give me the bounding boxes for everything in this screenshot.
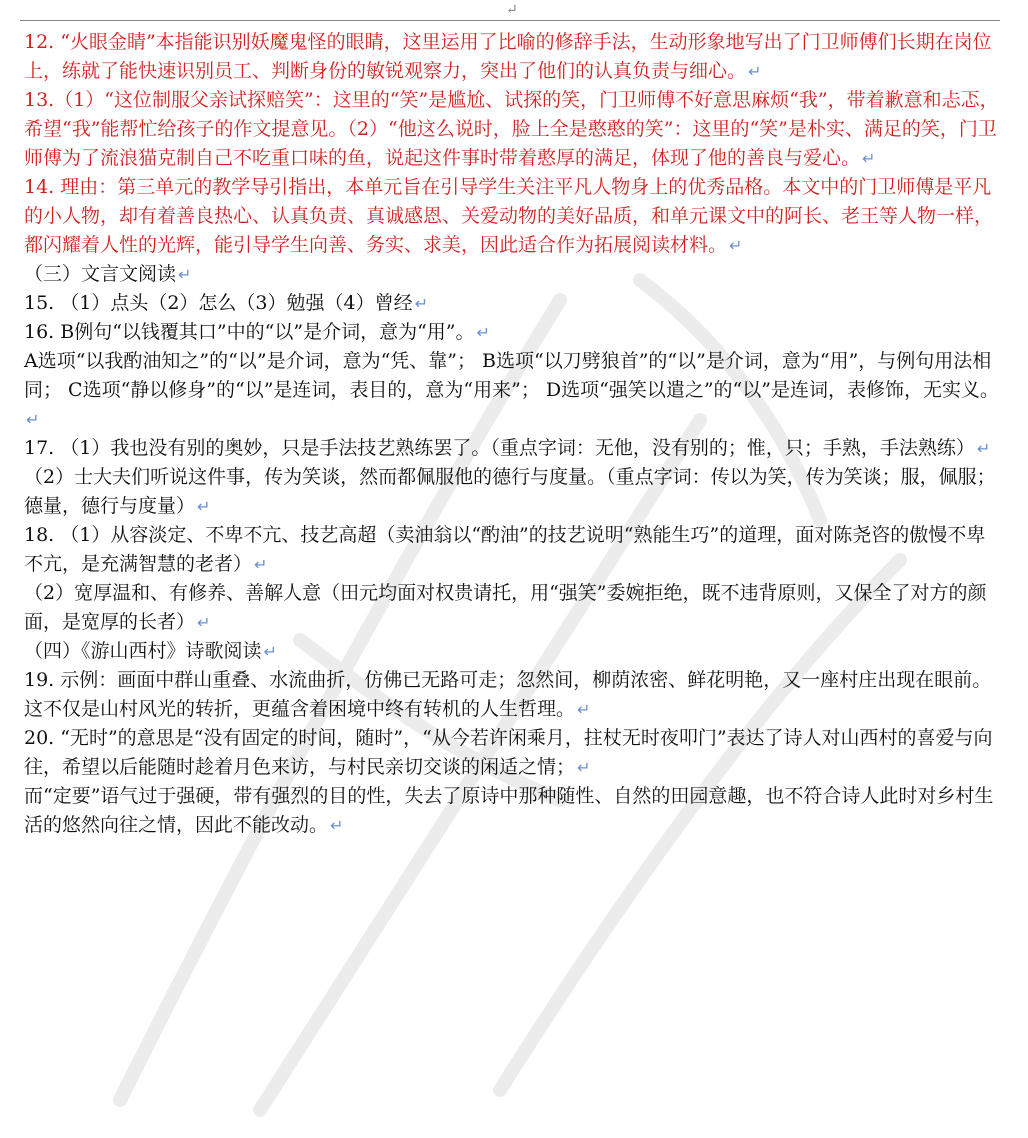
paragraph-mark: ↵ xyxy=(729,236,743,255)
paragraph-mark: ↵ xyxy=(414,294,429,313)
paragraph-mark: ↵ xyxy=(197,497,211,516)
section-heading-poem: （四）《游山西村》诗歌阅读 ↵ xyxy=(24,640,277,662)
section-heading-classical: （三）文言文阅读 ↵ xyxy=(24,263,192,285)
answer-document xyxy=(24,28,1004,840)
paragraph-mark: ↵ xyxy=(976,439,991,458)
answer-q17-part1: 17. （1）我也没有别的奥妙，只是手法技艺熟练罢了。（重点字词：无他，没有别的；惟，只；手熟，手法熟练） ↵ xyxy=(24,437,991,459)
paragraph-mark: ↵ xyxy=(178,265,192,284)
paragraph-mark: ↵ xyxy=(197,613,211,632)
paragraph-mark: ↵ xyxy=(26,410,40,429)
answer-q16-detail: A选项“以我酌油知之”的“以”是介词，意为“凭、靠”； B选项“以刀劈狼首”的“以”是介词，意为“用”，与例句用法相同； C选项“静以修身”的“以”是连词，表目的，意为“用来”； D选项“强笑以遣之”的“以”是连词，表修饰，无实义。↵ xyxy=(24,350,999,429)
answer-q18-part1: 18. （1）从容淡定、不卑不亢、技艺高超（卖油翁以“酌油”的技艺说明“熟能生巧”的道理，面对陈尧咨的傲慢不卑不亢，是充满智慧的老者） ↵ xyxy=(24,524,986,575)
answer-q19: 19. 示例：画面中群山重叠、水流曲折，仿佛已无路可走；忽然间，柳荫浓密、鲜花明艳，又一座村庄出现在眼前。这不仅是山村风光的转折，更蕴含着困境中终有转机的人生哲理。 ↵ xyxy=(24,669,992,720)
answer-q14: 14. 理由：第三单元的教学导引指出，本单元旨在引导学生关注平凡人物身上的优秀品格。本文中的门卫师傅是平凡的小人物，却有着善良热心、认真负责、真诚感恩、关爱动物的美好品质，和单元课文中的阿长、老王等人物一样，都闪耀着人性的光辉，能引导学生向善、务实、求美，因此适合作为拓展阅读材料。 ↵ xyxy=(24,176,994,256)
page-top-rule xyxy=(20,20,1000,21)
paragraph-mark: ↵ xyxy=(862,149,876,168)
paragraph-mark: ↵ xyxy=(577,758,591,777)
paragraph-mark: ↵ xyxy=(254,555,268,574)
paragraph-mark: ↵ xyxy=(476,323,490,342)
answer-q12: 12. “火眼金睛”本指能识别妖魔鬼怪的眼睛，这里运用了比喻的修辞手法，生动形象地写出了门卫师傅们长期在岗位上，练就了能快速识别员工、判断身份的敏锐观察力，突出了他们的认真负责与细心。 ↵ xyxy=(24,31,992,82)
answer-q18-part2: （2）宽厚温和、有修养、善解人意（田元均面对权贵请托，用“强笑”委婉拒绝，既不违背原则，又保全了对方的颜面，是宽厚的长者） ↵ xyxy=(24,582,987,633)
paragraph-mark: ↵ xyxy=(577,700,591,719)
paragraph-mark: ↵ xyxy=(748,62,762,81)
answer-q13: 13.（1）“这位制服父亲试探赔笑”：这里的“笑”是尴尬、试探的笑，门卫师傅不好意思麻烦“我”，带着歉意和忐忑，希望“我”能帮忙给孩子的作文提意见。（2）“他这么说时，脸上全是憨憨的笑”：这里的“笑”是朴实、满足的笑，门卫师傅为了流浪猫克制自己不吃重口味的鱼，说起这件事时带着憨厚的满足，体现了他的善良与爱心。 ↵ xyxy=(24,89,999,169)
answer-q15: 15. （1）点头（2）怎么（3）勉强（4）曾经 ↵ xyxy=(24,292,429,314)
answer-q17-part2: （2）士大夫们听说这件事，传为笑谈，然而都佩服他的德行与度量。（重点字词：传以为笑，传为笑谈；服，佩服；德量，德行与度量） ↵ xyxy=(24,466,996,517)
answer-q16: 16. B例句“以钱覆其口”中的“以”是介词，意为“用”。 ↵ xyxy=(24,321,490,343)
header-paragraph-mark: ↵ xyxy=(506,2,518,18)
paragraph-mark: ↵ xyxy=(330,816,344,835)
paragraph-mark: ↵ xyxy=(263,642,277,661)
answer-q20-part1: 20. “无时”的意思是“没有固定的时间，随时”，“从今若许闲乘月，拄杖无时夜叩门”表达了诗人对山西村的喜爱与向往，希望以后能随时趁着月色来访，与村民亲切交谈的闲适之情； ↵ xyxy=(24,727,993,778)
answer-q20-part2: 而“定要”语气过于强硬，带有强烈的目的性，失去了原诗中那种随性、自然的田园意趣，也不符合诗人此时对乡村生活的悠然向往之情，因此不能改动。 ↵ xyxy=(24,785,994,836)
